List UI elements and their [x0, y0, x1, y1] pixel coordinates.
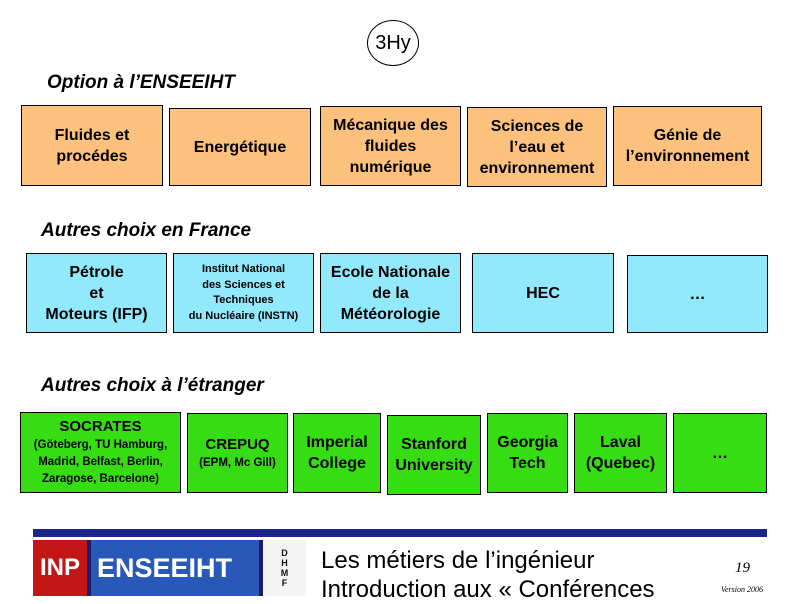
france-box-hec: HEC: [472, 253, 614, 333]
level-badge: 3Hy: [367, 20, 419, 66]
abroad-box-socrates: SOCRATES (Göteberg, TU Hamburg, Madrid, Belfast, Berlin, Zaragose, Barcelone): [20, 412, 181, 493]
option-box-mecanique: Mécanique des fluides numérique: [320, 106, 461, 186]
option-box-energetique: Energétique: [169, 108, 311, 186]
enseeiht-logo-text: ENSEEIHT: [91, 540, 259, 596]
section-title-abroad: Autres choix à l’étranger: [41, 375, 264, 396]
version-label: Version 2006: [721, 585, 763, 594]
abroad-box-imperial: Imperial College: [293, 413, 381, 493]
section-title-enseeiht: Option à l’ENSEEIHT: [47, 72, 235, 93]
france-box-ifp: Pétrole et Moteurs (IFP): [26, 253, 167, 333]
inp-logo-text: INP: [33, 540, 87, 596]
option-box-fluides: Fluides et procédes: [21, 105, 163, 186]
france-box-instn: Institut National des Sciences et Techniques du Nucléaire (INSTN): [173, 253, 314, 333]
abroad-box-crepuq: CREPUQ (EPM, Mc Gill): [187, 413, 288, 493]
abroad-box-more: …: [673, 413, 767, 493]
section-title-france: Autres choix en France: [41, 220, 252, 241]
abroad-box-laval: Laval (Quebec): [574, 413, 667, 493]
france-box-meteorologie: Ecole Nationale de la Météorologie: [320, 253, 461, 333]
option-box-genie-environnement: Génie de l’environnement: [613, 106, 762, 186]
footer-title-line1: Les métiers de l’ingénieur: [321, 547, 595, 574]
footer-title-line2: Introduction aux « Conférences: [321, 576, 655, 603]
abroad-box-stanford: Stanford University: [387, 415, 481, 495]
france-box-more: …: [627, 255, 768, 333]
footer-bar: [33, 529, 767, 537]
option-box-sciences-eau: Sciences de l’eau et environnement: [467, 107, 607, 187]
page-number: 19: [735, 560, 750, 576]
abroad-box-georgia: Georgia Tech: [487, 413, 568, 493]
dhmf-logo-text: D H M F: [263, 540, 306, 596]
enseeiht-logo: [33, 540, 306, 596]
